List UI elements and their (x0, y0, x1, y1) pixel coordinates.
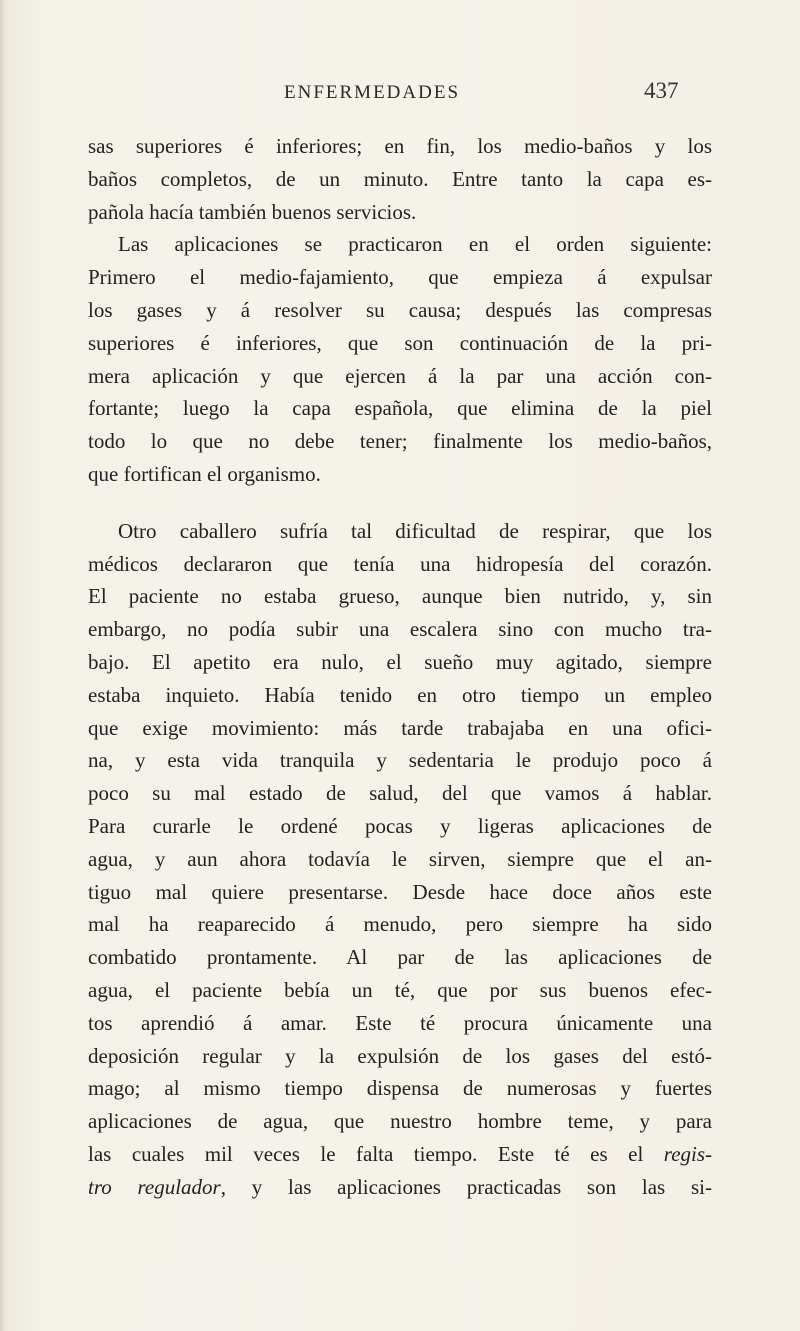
text-line: Primero el medio-fajamiento, que empieza á expulsar (88, 265, 712, 290)
text-line (88, 1171, 712, 1204)
text-line: Las aplicaciones se practicaron en el orden siguiente: (118, 232, 712, 257)
text-line: mago; al mismo tiempo dispensa de numerosas y fuertes (88, 1076, 712, 1101)
text-line: mera aplicación y que ejercen á la par una acción con- (88, 363, 712, 388)
text-line: que exige movimiento: más tarde trabajaba en una ofici- (88, 715, 712, 740)
page-edge-shadow (0, 0, 6, 1331)
text-line-end: , y las aplicaciones practicadas son las si- (220, 1174, 712, 1199)
text-line: deposición regular y la expulsión de los gases del estó- (88, 1043, 712, 1068)
text-line: na, y esta vida tranquila y sedentaria le produjo poco á (88, 748, 712, 773)
page-header (0, 78, 800, 112)
text-line: bajo. El apetito era nulo, el sueño muy agitado, siempre (88, 649, 712, 674)
text-line: sas superiores é inferiores; en fin, los medio-baños y los (88, 134, 712, 158)
text-line-start: las cuales mil veces le falta tiempo. Este té es el (88, 1141, 644, 1166)
text-line: que fortifican el organismo. (88, 461, 321, 486)
body-text (88, 130, 712, 1204)
paragraph-break (88, 491, 712, 515)
text-line: tiguo mal quiere presentarse. Desde hace doce años este (88, 879, 712, 904)
text-line: El paciente no estaba grueso, aunque bien nutrido, y, sin (88, 584, 712, 609)
text-line: poco su mal estado de salud, del que vamos á hablar. (88, 781, 712, 806)
text-line: combatido prontamente. Al par de las aplicaciones de (88, 945, 712, 970)
text-line: estaba inquieto. Había tenido en otro tiempo un empleo (88, 682, 712, 707)
text-line: fortante; luego la capa española, que elimina de la piel (88, 396, 712, 421)
text-line: embargo, no podía subir una escalera sino con mucho tra- (88, 617, 712, 642)
text-line: agua, y aun ahora todavía le sirven, siempre que el an- (88, 846, 712, 871)
text-line: Para curarle le ordené pocas y ligeras aplicaciones de (88, 813, 712, 838)
page-number: 437 (644, 78, 679, 103)
text-line: mal ha reaparecido á menudo, pero siempre ha sido (88, 912, 712, 937)
text-line: baños completos, de un minuto. Entre tanto la capa es- (88, 166, 712, 191)
text-line (88, 1138, 712, 1171)
text-line: los gases y á resolver su causa; después las compresas (88, 297, 712, 322)
text-line: médicos declararon que tenía una hidropesía del corazón. (88, 551, 712, 576)
text-line: superiores é inferiores, que son continuación de la pri- (88, 330, 712, 355)
running-head: ENFERMEDADES (284, 82, 461, 103)
text-line: aplicaciones de agua, que nuestro hombre teme, y para (88, 1109, 712, 1134)
text-line: pañola hacía también buenos servicios. (88, 199, 417, 224)
italic-term-end: tro regulador (88, 1174, 221, 1199)
text-line: agua, el paciente bebía un té, que por sus buenos efec- (88, 977, 712, 1002)
text-line: todo lo que no debe tener; finalmente los medio-baños, (88, 429, 712, 454)
text-line: Otro caballero sufría tal dificultad de respirar, que los (118, 518, 712, 543)
italic-term-start: regis- (663, 1141, 713, 1166)
text-line: tos aprendió á amar. Este té procura únicamente una (88, 1010, 712, 1035)
